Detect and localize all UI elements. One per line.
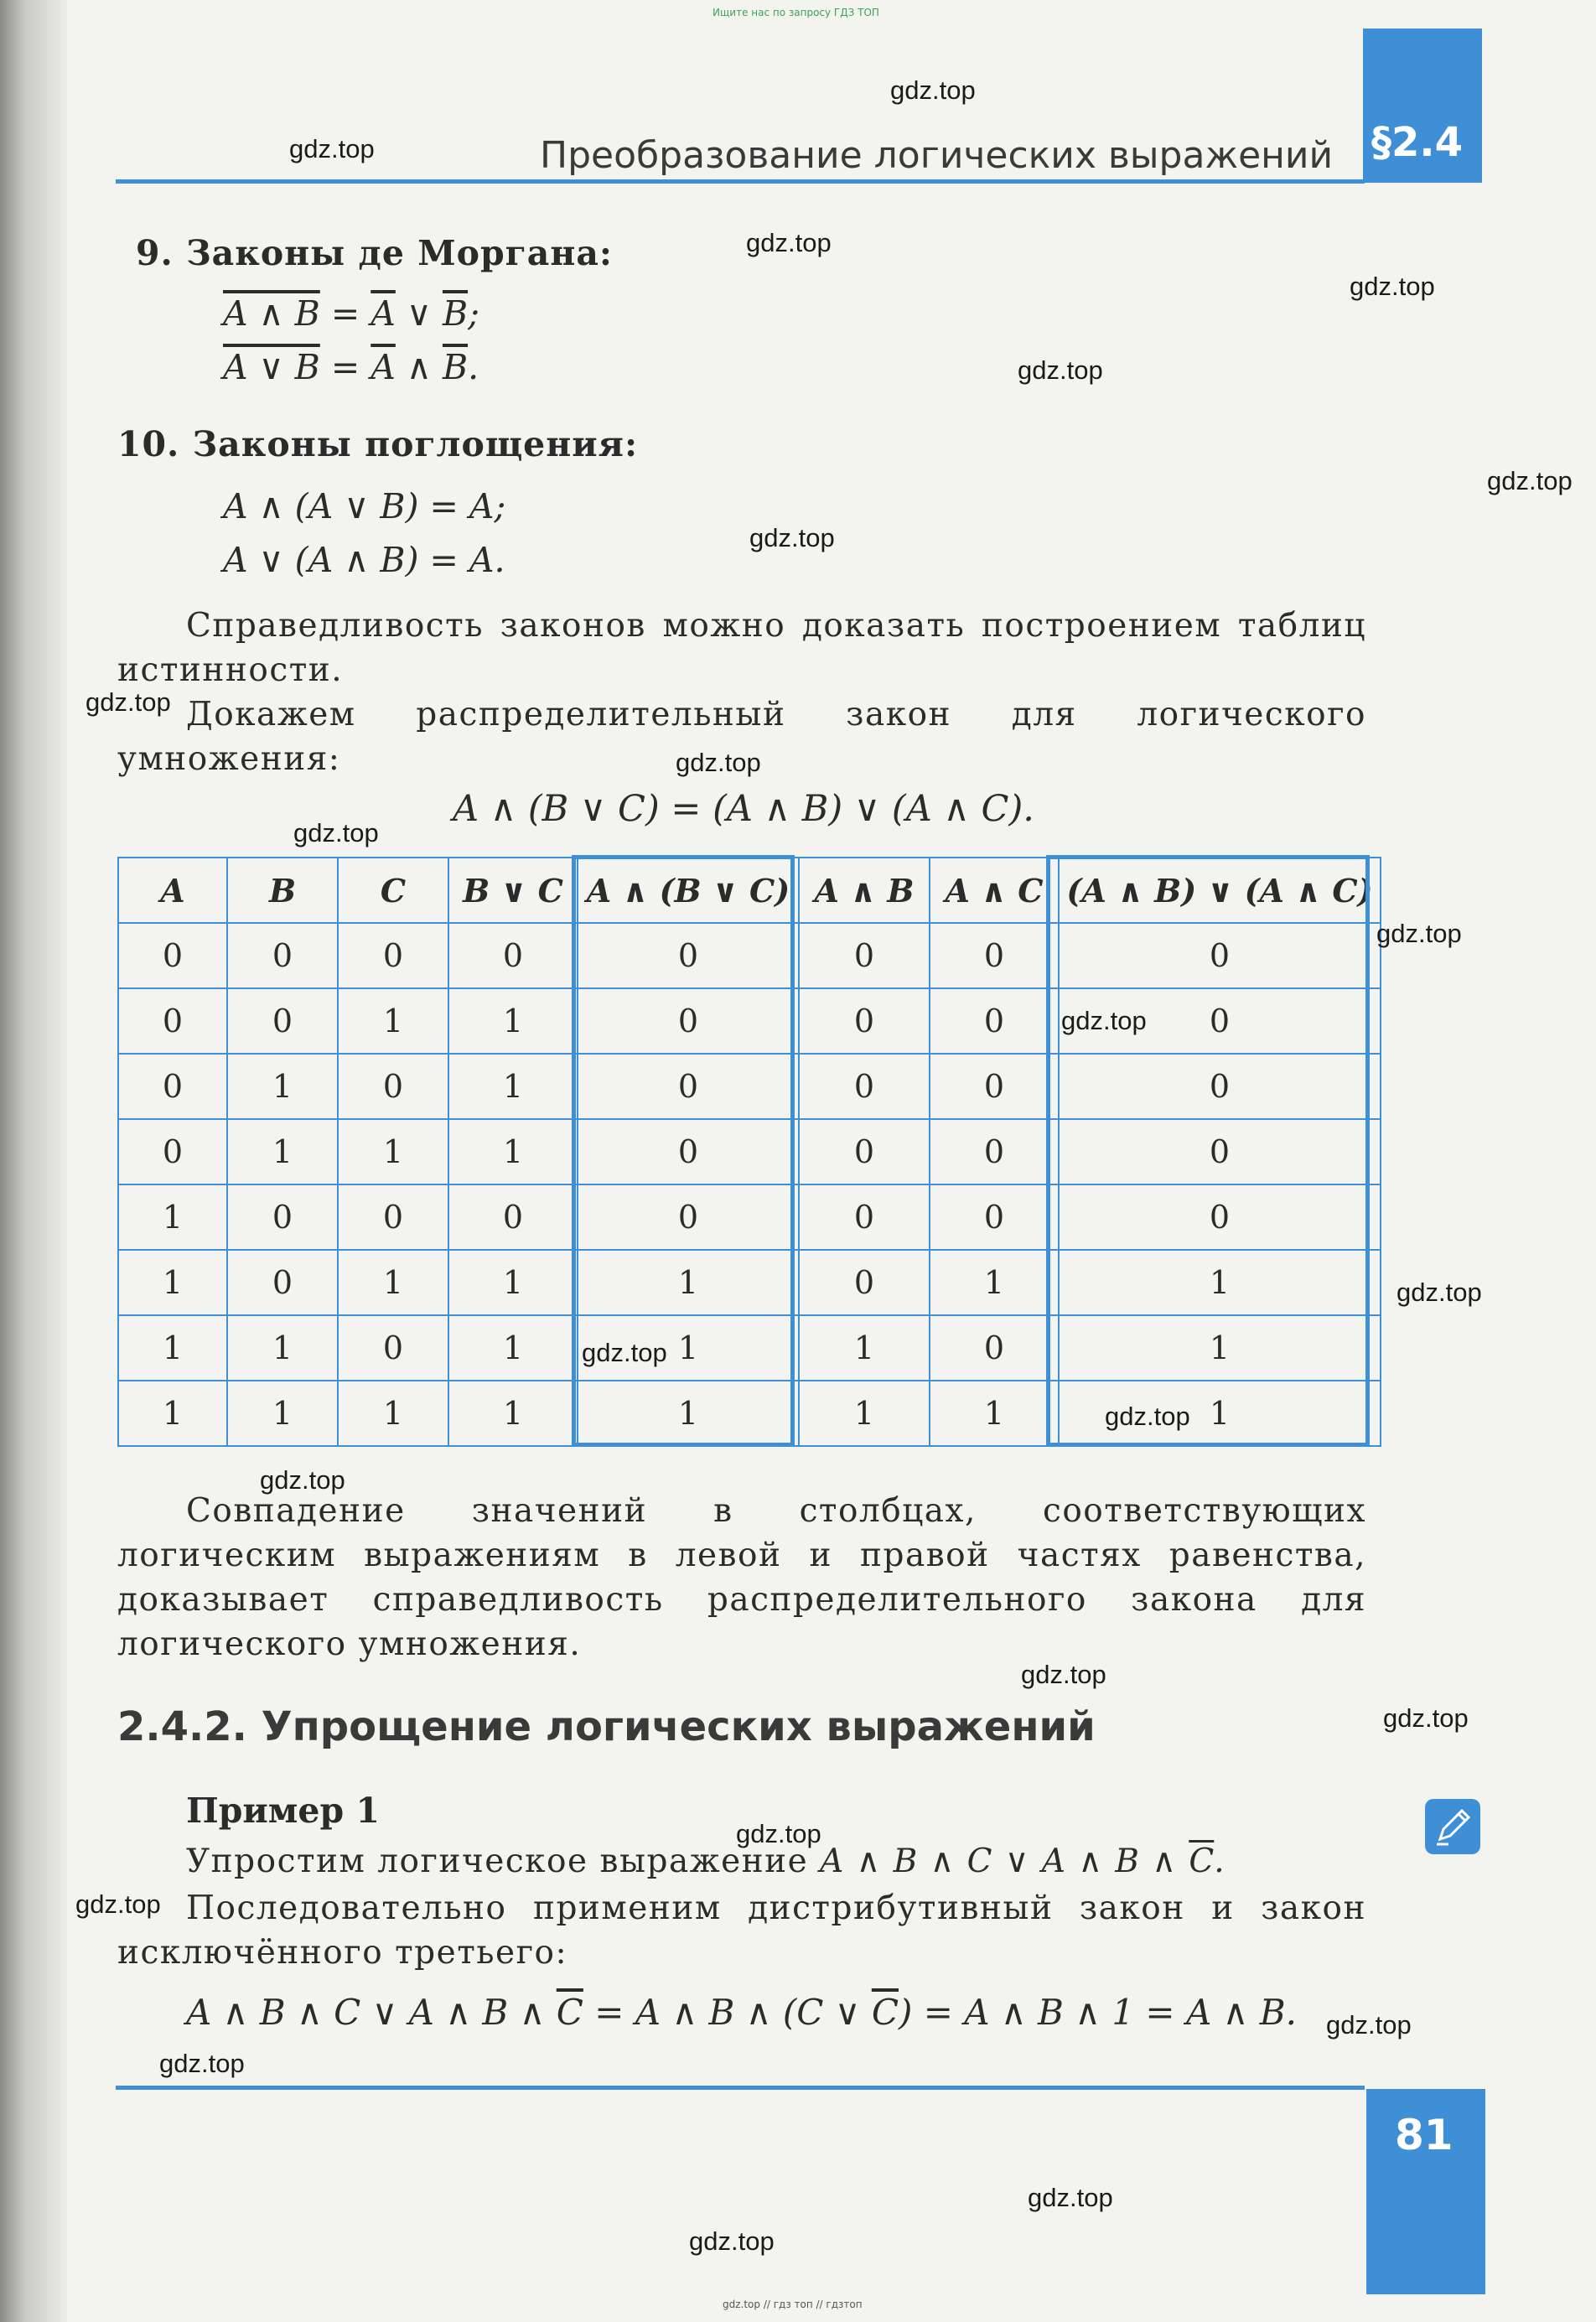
footer-rule	[116, 2086, 1365, 2090]
table-cell: 0	[338, 1315, 448, 1381]
watermark: gdz.top	[1018, 355, 1103, 385]
watermark: gdz.top	[689, 2226, 775, 2256]
table-cell: 1	[118, 1315, 227, 1381]
law-9-heading: 9. Законы де Моргана:	[136, 233, 614, 273]
watermark: gdz.top	[582, 1338, 667, 1367]
table-cell: 0	[227, 1184, 338, 1250]
table-cell: 1	[227, 1054, 338, 1119]
table-cell: 1	[448, 1119, 578, 1184]
table-cell: 1	[930, 1250, 1059, 1315]
header-cell: A	[118, 858, 227, 923]
paragraph-conclusion: Совпадение значений в столбцах, соответствующих логическим выражениям в левой и правой частях равенства, доказывает справедливость распределительного закона для логического умножения.	[117, 1492, 1366, 1663]
watermark: gdz.top	[260, 1465, 345, 1495]
section-label: §2.4	[1371, 119, 1464, 166]
absorption-formula-1: A ∧ (A ∨ B) = A;	[223, 486, 506, 526]
table-cell: 0	[578, 923, 799, 988]
table-cell: 0	[338, 1184, 448, 1250]
watermark: gdz.top	[1350, 272, 1435, 301]
table-cell: 0	[1059, 988, 1381, 1054]
table-cell: 1	[1059, 1381, 1381, 1446]
table-cell: 1	[448, 1381, 578, 1446]
table-cell: 1	[1059, 1250, 1381, 1315]
watermark: gdz.top	[1105, 1402, 1190, 1431]
pencil-icon	[1425, 1799, 1480, 1854]
distributive-formula: A ∧ (B ∨ C) = (A ∧ B) ∨ (A ∧ C).	[453, 788, 1034, 830]
table-cell: 0	[1059, 1119, 1381, 1184]
header-cell: B ∨ C	[448, 858, 578, 923]
table-cell: 1	[448, 988, 578, 1054]
section-title: 2.4.2. Упрощение логических выражений	[117, 1703, 1096, 1750]
table-cell: 0	[930, 923, 1059, 988]
header-cell: B	[227, 858, 338, 923]
table-cell: 0	[930, 1119, 1059, 1184]
watermark: gdz.top	[749, 523, 835, 552]
table-cell: 0	[578, 988, 799, 1054]
watermark: gdz.top	[890, 75, 976, 105]
table-cell: 1	[799, 1315, 930, 1381]
table-cell: 0	[118, 1054, 227, 1119]
page-binding-shadow	[0, 0, 67, 2322]
table-cell: 1	[118, 1250, 227, 1315]
table-cell: 0	[118, 988, 227, 1054]
table-cell: 0	[578, 1054, 799, 1119]
watermark: gdz.top	[676, 748, 761, 777]
page-number: 81	[1395, 2111, 1454, 2159]
paragraph-truth-tables: Справедливость законов можно доказать построением таблиц истинности.	[117, 607, 1366, 689]
de-morgan-formula-1: A ∧ $B = \overline{A}$ ∨ $\overline{B}$;	[223, 293, 479, 334]
table-cell: 0	[930, 1184, 1059, 1250]
table-cell: 1	[338, 1250, 448, 1315]
watermark: gdz.top	[1396, 1278, 1482, 1307]
header-cell: A ∧ C	[930, 858, 1059, 923]
table-cell: 0	[338, 1054, 448, 1119]
table-cell: 1	[448, 1054, 578, 1119]
watermark: gdz.top	[159, 2049, 245, 2078]
table-cell: 1	[930, 1381, 1059, 1446]
watermark: gdz.top	[1326, 2010, 1412, 2040]
table-cell: 0	[1059, 1054, 1381, 1119]
header-cell: A ∧ B	[799, 858, 930, 923]
table-cell: 1	[1059, 1315, 1381, 1381]
law-10-heading: 10. Законы поглощения:	[117, 424, 639, 464]
watermark: gdz.top	[746, 228, 832, 257]
table-cell: 1	[448, 1250, 578, 1315]
table-cell: 0	[448, 923, 578, 988]
table-cell: 1	[227, 1119, 338, 1184]
table-cell: 0	[578, 1184, 799, 1250]
table-cell: 0	[930, 1315, 1059, 1381]
absorption-formula-2: A ∨ (A ∧ B) = A.	[223, 540, 505, 580]
table-cell: 1	[799, 1381, 930, 1446]
table-cell: 0	[930, 988, 1059, 1054]
paragraph-distributive: Докажем распределительный закон для логического умножения:	[117, 696, 1366, 778]
watermark: gdz.top	[1061, 1006, 1147, 1035]
table-cell: 0	[338, 923, 448, 988]
example-result-formula: A ∧ B ∧ C ∨ A ∧ B ∧ $\overline{C} = A$ ∧ B ∧ (C ∨ $\overline{C}) = A$ ∧ B ∧ 1 = A ∧ B.	[186, 1992, 1297, 2033]
watermark: gdz.top	[1487, 466, 1573, 495]
table-cell: 1	[227, 1381, 338, 1446]
watermark: gdz.top	[736, 1819, 821, 1848]
table-cell: 0	[799, 1250, 930, 1315]
table-cell: 0	[930, 1054, 1059, 1119]
watermark: gdz.top	[289, 134, 375, 163]
watermark: gdz.top	[1028, 2183, 1113, 2212]
table-cell: 1	[338, 988, 448, 1054]
example-title: Пример 1	[186, 1791, 380, 1831]
table-cell: 0	[227, 923, 338, 988]
watermark: gdz.top	[86, 687, 171, 717]
table-cell: 1	[448, 1315, 578, 1381]
watermark: gdz.top	[293, 818, 379, 847]
top-note: Ищите нас по запросу ГДЗ ТОП	[712, 7, 879, 18]
table-cell: 0	[448, 1184, 578, 1250]
table-cell: 0	[799, 1054, 930, 1119]
table-cell: 0	[1059, 923, 1381, 988]
table-cell: 0	[118, 923, 227, 988]
table-cell: 0	[118, 1119, 227, 1184]
example-step: Последовательно применим дистрибутивный закон и закон исключённого третьего:	[117, 1889, 1366, 1972]
table-cell: 1	[118, 1381, 227, 1446]
highlight-right-expression	[1046, 855, 1370, 1447]
header-rule	[116, 179, 1365, 184]
page-header-title: Преобразование логических выражений	[540, 134, 1334, 177]
table-cell: 0	[799, 923, 930, 988]
table-cell: 0	[578, 1119, 799, 1184]
de-morgan-formula-2: A ∨ $B = \overline{A}$ ∧ $\overline{B}$.	[223, 347, 479, 387]
watermark: gdz.top	[1021, 1660, 1106, 1689]
watermark: gdz.top	[75, 1889, 161, 1919]
table-cell: 0	[799, 1119, 930, 1184]
watermark: gdz.top	[1383, 1703, 1469, 1733]
header-cell: (A ∧ B) ∨ (A ∧ C)	[1059, 858, 1381, 923]
table-cell: 1	[118, 1184, 227, 1250]
table-cell: 0	[1059, 1184, 1381, 1250]
table-cell: 1	[578, 1250, 799, 1315]
table-cell: 0	[799, 988, 930, 1054]
example-intro: Упростим логическое выражение A ∧ B ∧ C ∨ A ∧ B ∧ $\overline{C}$.	[186, 1843, 1226, 1880]
header-cell: A ∧ (B ∨ C)	[578, 858, 799, 923]
table-cell: 0	[799, 1184, 930, 1250]
table-cell: 1	[227, 1315, 338, 1381]
table-cell: 0	[227, 1250, 338, 1315]
watermark: gdz.top	[1376, 919, 1462, 948]
bottom-note: gdz.top // гдз топ // гдзтоп	[723, 2299, 863, 2310]
header-cell: C	[338, 858, 448, 923]
table-cell: 1	[578, 1381, 799, 1446]
table-cell: 0	[227, 988, 338, 1054]
table-cell: 1	[338, 1119, 448, 1184]
table-cell: 1	[578, 1315, 799, 1381]
table-cell: 1	[338, 1381, 448, 1446]
